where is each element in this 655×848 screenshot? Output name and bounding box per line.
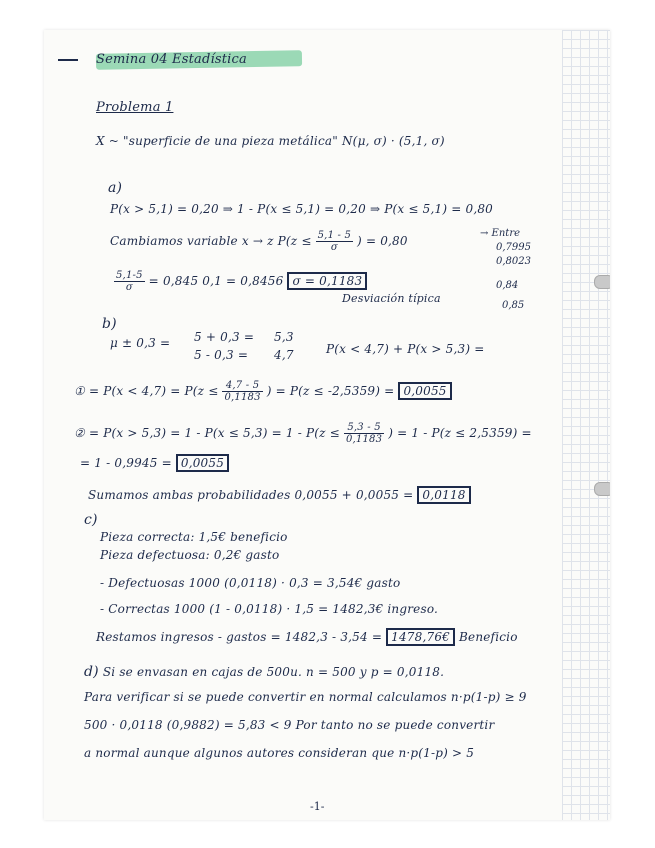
fraction-denominator: 0,1183 — [224, 392, 261, 403]
part-a-line2 — [110, 230, 408, 253]
part-a-fraction — [114, 270, 145, 293]
part-b-two-post: ) = 1 - P(z ≤ 2,5359) = — [388, 426, 532, 440]
part-b-one-post: ) = P(z ≤ -2,5359) = — [266, 384, 395, 398]
part-b-two-pre: ② = P(x > 5,3) = 1 - P(x ≤ 5,3) = 1 - P(z ≤ — [74, 426, 340, 440]
part-b-sum-text: Sumamos ambas probabilidades 0,0055 + 0,0055 = — [88, 488, 414, 502]
result-box: 0,0118 — [417, 486, 470, 504]
margin-dash — [58, 59, 78, 61]
part-d-line1 — [84, 664, 444, 680]
entre-value: 0,8023 — [496, 256, 531, 267]
result-box: 1478,76€ — [386, 628, 455, 646]
part-c-rest-text: Restamos ingresos - gastos = 1482,3 - 3,54 = — [96, 630, 383, 644]
entre-label: → Entre — [480, 228, 521, 239]
part-d-line4: a normal aunque algunos autores consideran que n·p(1-p) > 5 — [84, 746, 475, 760]
part-d-line2: Para verificar si se puede convertir en normal calculamos n·p(1-p) ≥ 9 — [84, 690, 527, 704]
part-c-rest-post: Beneficio — [459, 630, 518, 644]
part-c-label: c) — [84, 512, 98, 528]
part-d-line1-text: Si se envasan en cajas de 500u. n = 500 y p = 0,0118. — [102, 665, 445, 679]
sigma-label: Desviación típica — [342, 292, 441, 305]
page-number: -1- — [310, 800, 325, 813]
part-a-line2-pre: Cambiamos variable x → z P(z ≤ — [110, 234, 312, 248]
intro-line: X ~ "superficie de una pieza metálica" N(μ, σ) · (5,1, σ) — [96, 134, 445, 148]
fraction-denominator: 0,1183 — [345, 434, 383, 445]
part-b-sum — [88, 488, 471, 502]
part-b-plus-val: 5,3 — [274, 330, 294, 344]
part-b-line1: μ ± 0,3 = — [110, 336, 171, 350]
entre-value: 0,84 — [496, 280, 519, 291]
part-b-fraction — [344, 422, 384, 445]
entre-value: 0,7995 — [496, 242, 531, 253]
part-b-two-line2 — [80, 456, 229, 470]
result-box: 0,0055 — [176, 454, 229, 472]
part-b-one-pre: ① = P(x < 4,7) = P(z ≤ — [74, 384, 219, 398]
part-a-line3 — [114, 270, 367, 293]
fraction-numerator: 5,3 - 5 — [344, 422, 384, 434]
part-c-item1: Pieza correcta: 1,5€ beneficio — [100, 530, 288, 544]
result-box: 0,0055 — [398, 382, 451, 400]
entre-value: 0,85 — [502, 300, 525, 311]
binder-ring — [594, 275, 610, 289]
part-a-fraction — [316, 230, 353, 253]
notebook-page — [44, 30, 610, 820]
grid-margin — [562, 30, 610, 820]
part-d-label: d) — [84, 664, 99, 680]
part-b-label: b) — [102, 316, 117, 332]
page-title: Semina 04 Estadística — [96, 52, 247, 67]
part-c-item2: Pieza defectuosa: 0,2€ gasto — [100, 548, 280, 562]
binder-ring — [594, 482, 610, 496]
fraction-numerator: 4,7 - 5 — [222, 380, 262, 392]
part-b-minus-val: 4,7 — [274, 348, 294, 362]
fraction-denominator: σ — [125, 282, 133, 293]
part-b-one — [74, 380, 452, 403]
part-c-rest — [96, 630, 518, 644]
problem-title: Problema 1 — [96, 100, 174, 115]
part-b-two — [74, 422, 532, 445]
part-a-line3-mid: = 0,845 0,1 = 0,8456 — [148, 274, 284, 288]
part-a-line1: P(x > 5,1) = 0,20 ⇒ 1 - P(x ≤ 5,1) = 0,20 ⇒ P(x ≤ 5,1) = 0,80 — [110, 202, 494, 216]
part-b-fraction — [222, 380, 262, 403]
part-c-correct: - Correctas 1000 (1 - 0,0118) · 1,5 = 1482,3€ ingreso. — [100, 602, 439, 616]
part-a-label: a) — [108, 180, 123, 196]
fraction-denominator: σ — [330, 242, 338, 253]
fraction-numerator: 5,1 - 5 — [317, 230, 352, 241]
part-a-line2-post: ) = 0,80 — [357, 234, 408, 248]
part-c-defective: - Defectuosas 1000 (0,0118) · 0,3 = 3,54€ gasto — [100, 576, 401, 590]
fraction-numerator: 5,1-5 — [116, 270, 143, 281]
part-b-plus: 5 + 0,3 = — [194, 330, 255, 344]
part-d-line3: 500 · 0,0118 (0,9882) = 5,83 < 9 Por tanto no se puede convertir — [84, 718, 495, 732]
part-b-two-line2-text: = 1 - 0,9945 = — [80, 456, 172, 470]
part-b-minus: 5 - 0,3 = — [194, 348, 249, 362]
part-b-prob: P(x < 4,7) + P(x > 5,3) = — [326, 342, 485, 356]
sigma-result-box: σ = 0,1183 — [287, 272, 367, 290]
